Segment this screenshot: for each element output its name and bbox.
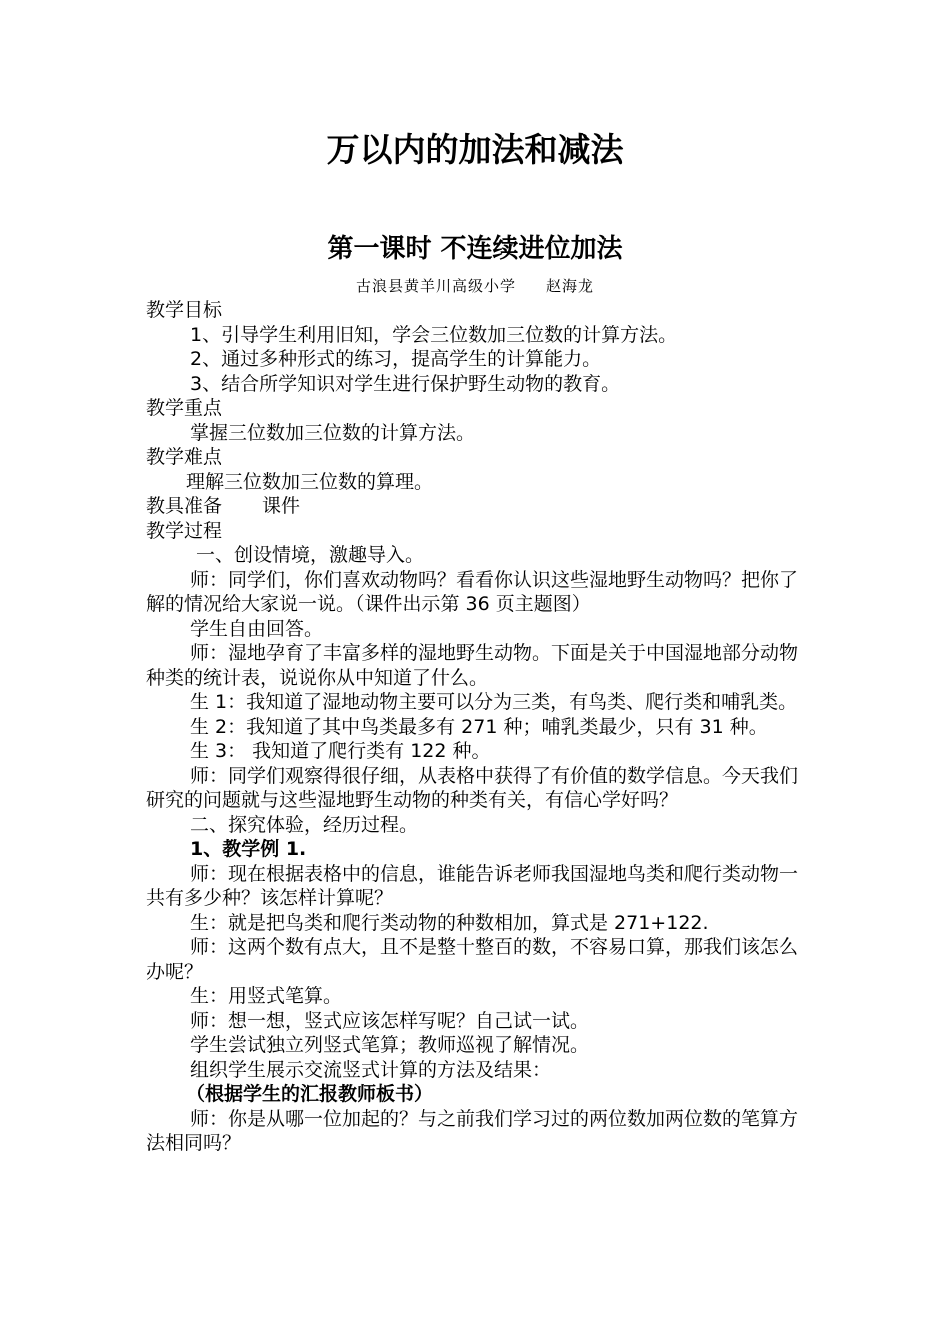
process-paragraph: 一、创设情境，激趣导入。 [196, 544, 425, 566]
goal-item-1: 1、引导学生利用旧知，学会三位数加三位数的计算方法。 [190, 323, 678, 346]
difficulty-heading: 教学难点 [146, 446, 223, 468]
goal-item-2: 2、通过多种形式的练习，提高学生的计算能力。 [190, 348, 602, 370]
process-paragraph: 师：同学们，你们喜欢动物吗？看看你认识这些湿地野生动物吗？把你了解的情况给大家说一说。（课件出示第 36 页主题图） [146, 568, 799, 615]
process-paragraph: 师：你是从哪一位加起的？与之前我们学习过的两位数加两位数的笔算方法相同吗？ [146, 1107, 799, 1154]
author-name: 赵海龙 [546, 277, 595, 295]
goals-heading: 教学目标 [146, 299, 223, 321]
process-paragraph: 学生尝试独立列竖式笔算；教师巡视了解情况。 [190, 1034, 590, 1056]
board-note: （根据学生的汇报教师板书） [186, 1083, 434, 1105]
document-body [146, 298, 812, 1156]
process-paragraph: 生 1：我知道了湿地动物主要可以分为三类，有鸟类、爬行类和哺乳类。 [190, 691, 798, 713]
tools-value: 课件 [262, 495, 301, 517]
process-paragraph: 组织学生展示交流竖式计算的方法及结果： [190, 1058, 552, 1081]
process-paragraph: 师：这两个数有点大，且不是整十整百的数，不容易口算，那我们该怎么办呢？ [146, 936, 799, 983]
process-paragraph: 生 2：我知道了其中鸟类最多有 271 种；哺乳类最少，只有 31 种。 [190, 715, 768, 738]
process-paragraph: 生 3： 我知道了爬行类有 122 种。 [190, 740, 491, 762]
process-paragraph: 师：同学们观察得很仔细，从表格中获得了有价值的数学信息。今天我们研究的问题就与这些湿地野生动物的种类有关，有信心学好吗？ [146, 764, 799, 811]
process-paragraph: 学生自由回答。 [190, 617, 324, 640]
goal-item-3: 3、结合所学知识对学生进行保护野生动物的教育。 [190, 372, 621, 395]
process-paragraph: 师：现在根据表格中的信息，谁能告诉老师我国湿地鸟类和爬行类动物一共有多少种？该怎样计算呢？ [146, 862, 799, 909]
document-title: 万以内的加法和减法 [326, 130, 624, 169]
tools-line [146, 494, 812, 519]
example-heading: 1、教学例 1. [190, 838, 307, 860]
author-line [0, 275, 950, 297]
lesson-subtitle: 第一课时 不连续进位加法 [327, 234, 623, 264]
process-paragraph: 生：用竖式笔算。 [190, 985, 343, 1007]
process-paragraph: 师：湿地孕育了丰富多样的湿地野生动物。下面是关于中国湿地部分动物种类的统计表，说说你从中知道了什么。 [146, 642, 799, 689]
process-paragraph: 二、探究体验，经历过程。 [190, 813, 419, 836]
author-school: 古浪县黄羊川高级小学 [355, 277, 516, 295]
tools-label: 教具准备 [146, 495, 223, 517]
key-heading: 教学重点 [146, 397, 223, 419]
key-text: 掌握三位数加三位数的计算方法。 [190, 421, 476, 444]
process-paragraph: 师：想一想，竖式应该怎样写呢？自己试一试。 [190, 1009, 590, 1032]
process-heading: 教学过程 [146, 519, 223, 542]
process-paragraph: 生：就是把鸟类和爬行类动物的种数相加，算式是 271+122. [190, 911, 709, 934]
difficulty-text: 理解三位数加三位数的算理。 [186, 470, 434, 493]
